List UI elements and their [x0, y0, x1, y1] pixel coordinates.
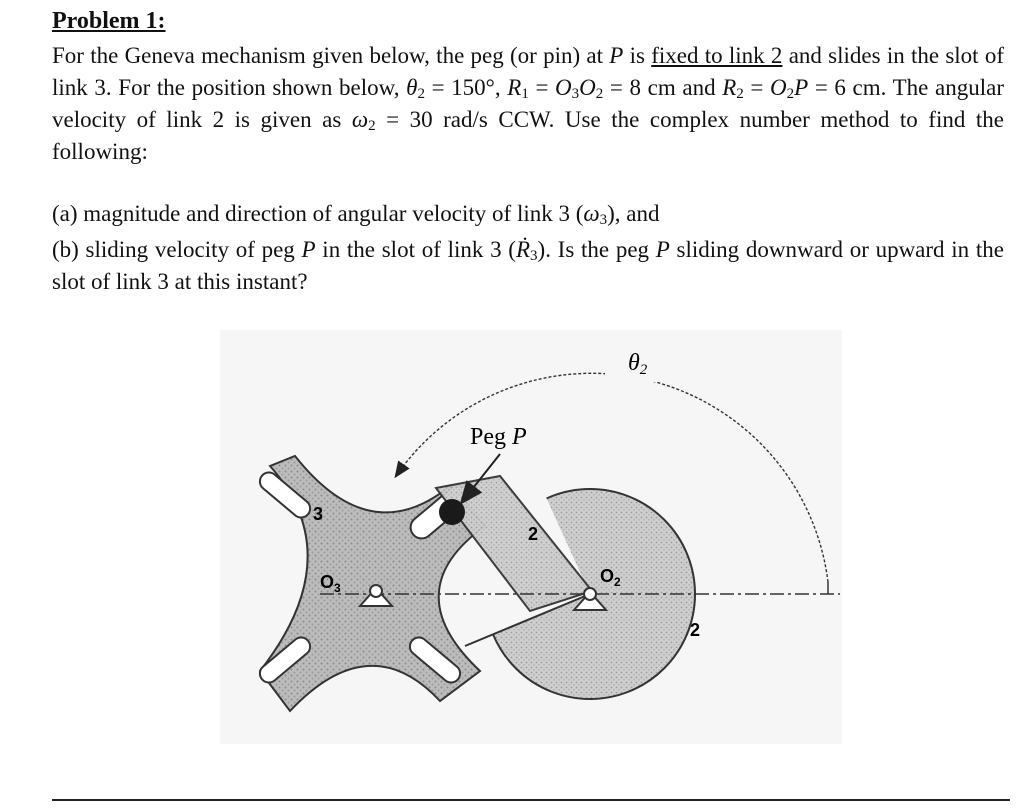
peg-p-label: Peg P [470, 424, 527, 450]
link-2-label-arm: 2 [528, 524, 539, 544]
o2-label: $O_2$ [600, 566, 621, 589]
problem-statement: For the Geneva mechanism given below, the peg (or pin) at P is fixed to link 2 and slides in the slot of link 3. For the position shown below, $\theta_2 = 150^\circ$, $R_1 = O_3O_2 = 8$ cm and $R_2 = O_2P = 6$ cm. The angular velocity of link 2 is given as $\omega_2 = 30$ rad/s CCW. Use the complex number method to find the following: [52, 43, 1004, 164]
theta-2-label: θ2 [628, 350, 648, 378]
part-a: (a) magnitude and direction of angular velocity of link 3 $(\omega_3)$, and [52, 201, 660, 228]
peg-p [439, 499, 465, 525]
o3-label: $O_3$ [320, 572, 341, 595]
problem-parts [52, 198, 1004, 298]
fixed-to-link-2-text: fixed to link 2 [651, 43, 783, 68]
link-2-label-disc: 2 [690, 620, 701, 640]
link-3-label: 3 [313, 504, 324, 524]
problem-title: Problem 1: [52, 8, 166, 34]
bottom-rule [52, 799, 1010, 801]
part-b: (b) sliding velocity of peg P in the slot of link 3 (Ṙ$_3$). Is the peg P sliding downward or upward in the slot of link 3 at this instant? [52, 237, 1004, 294]
geneva-mechanism-figure [200, 326, 860, 746]
